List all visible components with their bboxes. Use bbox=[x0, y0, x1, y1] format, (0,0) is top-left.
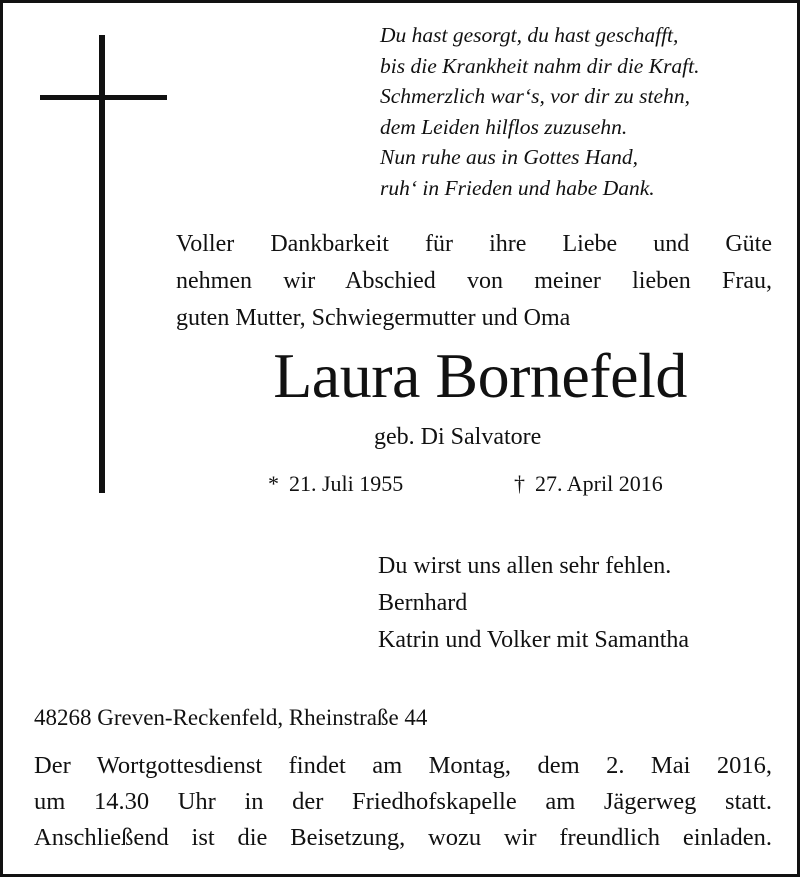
poem-line: bis die Krankheit nahm dir die Kraft. bbox=[380, 53, 700, 78]
signatory: Bernhard bbox=[378, 590, 468, 616]
poem-line: Du hast gesorgt, du hast geschafft, bbox=[380, 23, 679, 47]
poem-line: Schmerzlich war‘s, vor dir zu stehn, bbox=[380, 84, 690, 108]
poem bbox=[380, 20, 780, 203]
closing-block bbox=[378, 548, 689, 659]
poem-line: dem Leiden hilflos zuzusehn. bbox=[380, 114, 628, 139]
cross-vertical-bar bbox=[99, 35, 105, 493]
service-line: um 14.30 Uhr in der Friedhofskapelle am Jägerweg statt. bbox=[34, 788, 772, 815]
death-date-group bbox=[514, 468, 663, 500]
address: 48268 Greven-Reckenfeld, Rheinstraße 44 bbox=[34, 705, 428, 730]
service-line: Anschließend ist die Beisetzung, wozu wir freundlich einladen. bbox=[34, 824, 772, 851]
intro-line: guten Mutter, Schwiegermutter und Oma bbox=[176, 305, 571, 331]
poem-line: ruh‘ in Frieden und habe Dank. bbox=[380, 175, 655, 200]
service-line: Der Wortgottesdienst findet am Montag, dem 2. Mai 2016, bbox=[34, 752, 772, 779]
poem-line: Nun ruhe aus in Gottes Hand, bbox=[380, 145, 638, 169]
deceased-name: Laura Bornefeld bbox=[273, 340, 687, 411]
birth-date-group bbox=[268, 468, 403, 500]
birth-name: geb. Di Salvatore bbox=[374, 424, 542, 450]
closing-message: Du wirst uns allen sehr fehlen. bbox=[378, 553, 672, 579]
death-date: 27. April 2016 bbox=[535, 471, 663, 496]
intro-line: nehmen wir Abschied von meiner lieben Frau, bbox=[176, 268, 772, 294]
death-dagger-icon: † bbox=[514, 471, 525, 496]
signatory: Katrin und Volker mit Samantha bbox=[378, 627, 690, 653]
service-info bbox=[34, 748, 772, 856]
intro-text bbox=[176, 226, 772, 337]
birth-date: 21. Juli 1955 bbox=[289, 471, 404, 496]
cross-horizontal-bar bbox=[40, 95, 167, 100]
intro-line: Voller Dankbarkeit für ihre Liebe und Güte bbox=[176, 231, 772, 257]
birth-star-icon: * bbox=[268, 471, 279, 496]
